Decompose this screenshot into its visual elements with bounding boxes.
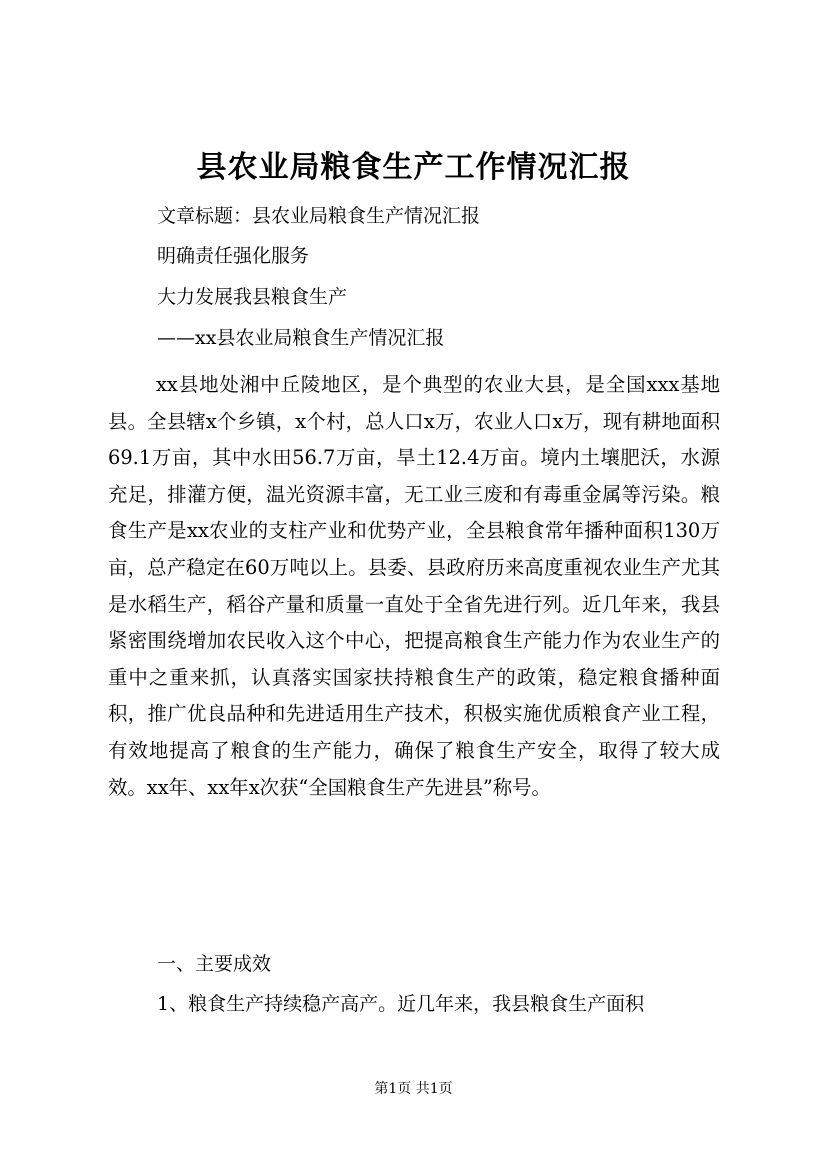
article-title-line: 文章标题：县农业局粮食生产情况汇报 — [157, 205, 481, 227]
subtitle-report-source: ——xx县农业局粮食生产情况汇报 — [157, 327, 445, 349]
subtitle-responsibility: 明确责任强化服务 — [157, 245, 310, 267]
section-heading-main-results: 一、主要成效 — [157, 953, 272, 975]
subtitle-develop-grain: 大力发展我县粮食生产 — [157, 286, 348, 308]
section-item-1: 1、粮食生产持续稳产高产。近几年来，我县粮食生产面积 — [157, 993, 645, 1015]
page-footer: 第1页 共1页 — [374, 1081, 453, 1097]
document-title: 县农业局粮食生产工作情况汇报 — [196, 150, 631, 185]
body-paragraph: xx县地处湘中丘陵地区，是个典型的农业大县，是全国xxx基地县。全县辖x个乡镇，x个村，总人口x万，农业人口x万，现有耕地面积69.1万亩，其中水田56.7万亩，旱土12.4万亩。境内土壤肥沃，水源充足，排灌方便，温光资源丰富，无工业三废和有毒重金属等污染。粮食生产是xx农业的支柱产业和优势产业，全县粮食常年播种面积130万亩，总产稳定在60万吨以上。县委、县政府历来高度重视农业生产尤其是水稻生产，稻谷产量和质量一直处于全省先进行列。近几年来，我县紧密围绕增加农民收入这个中心，把提高粮食生产能力作为农业生产的重中之重来抓，认真落实国家扶持粮食生产的政策，稳定粮食播种面积，推广优良品种和先进适用生产技术，积极实施优质粮食产业工程，有效地提高了粮食的生产能力，确保了粮食生产安全，取得了较大成效。xx年、xx年x次获“全国粮食生产先进县”称号。 — [108, 373, 720, 799]
